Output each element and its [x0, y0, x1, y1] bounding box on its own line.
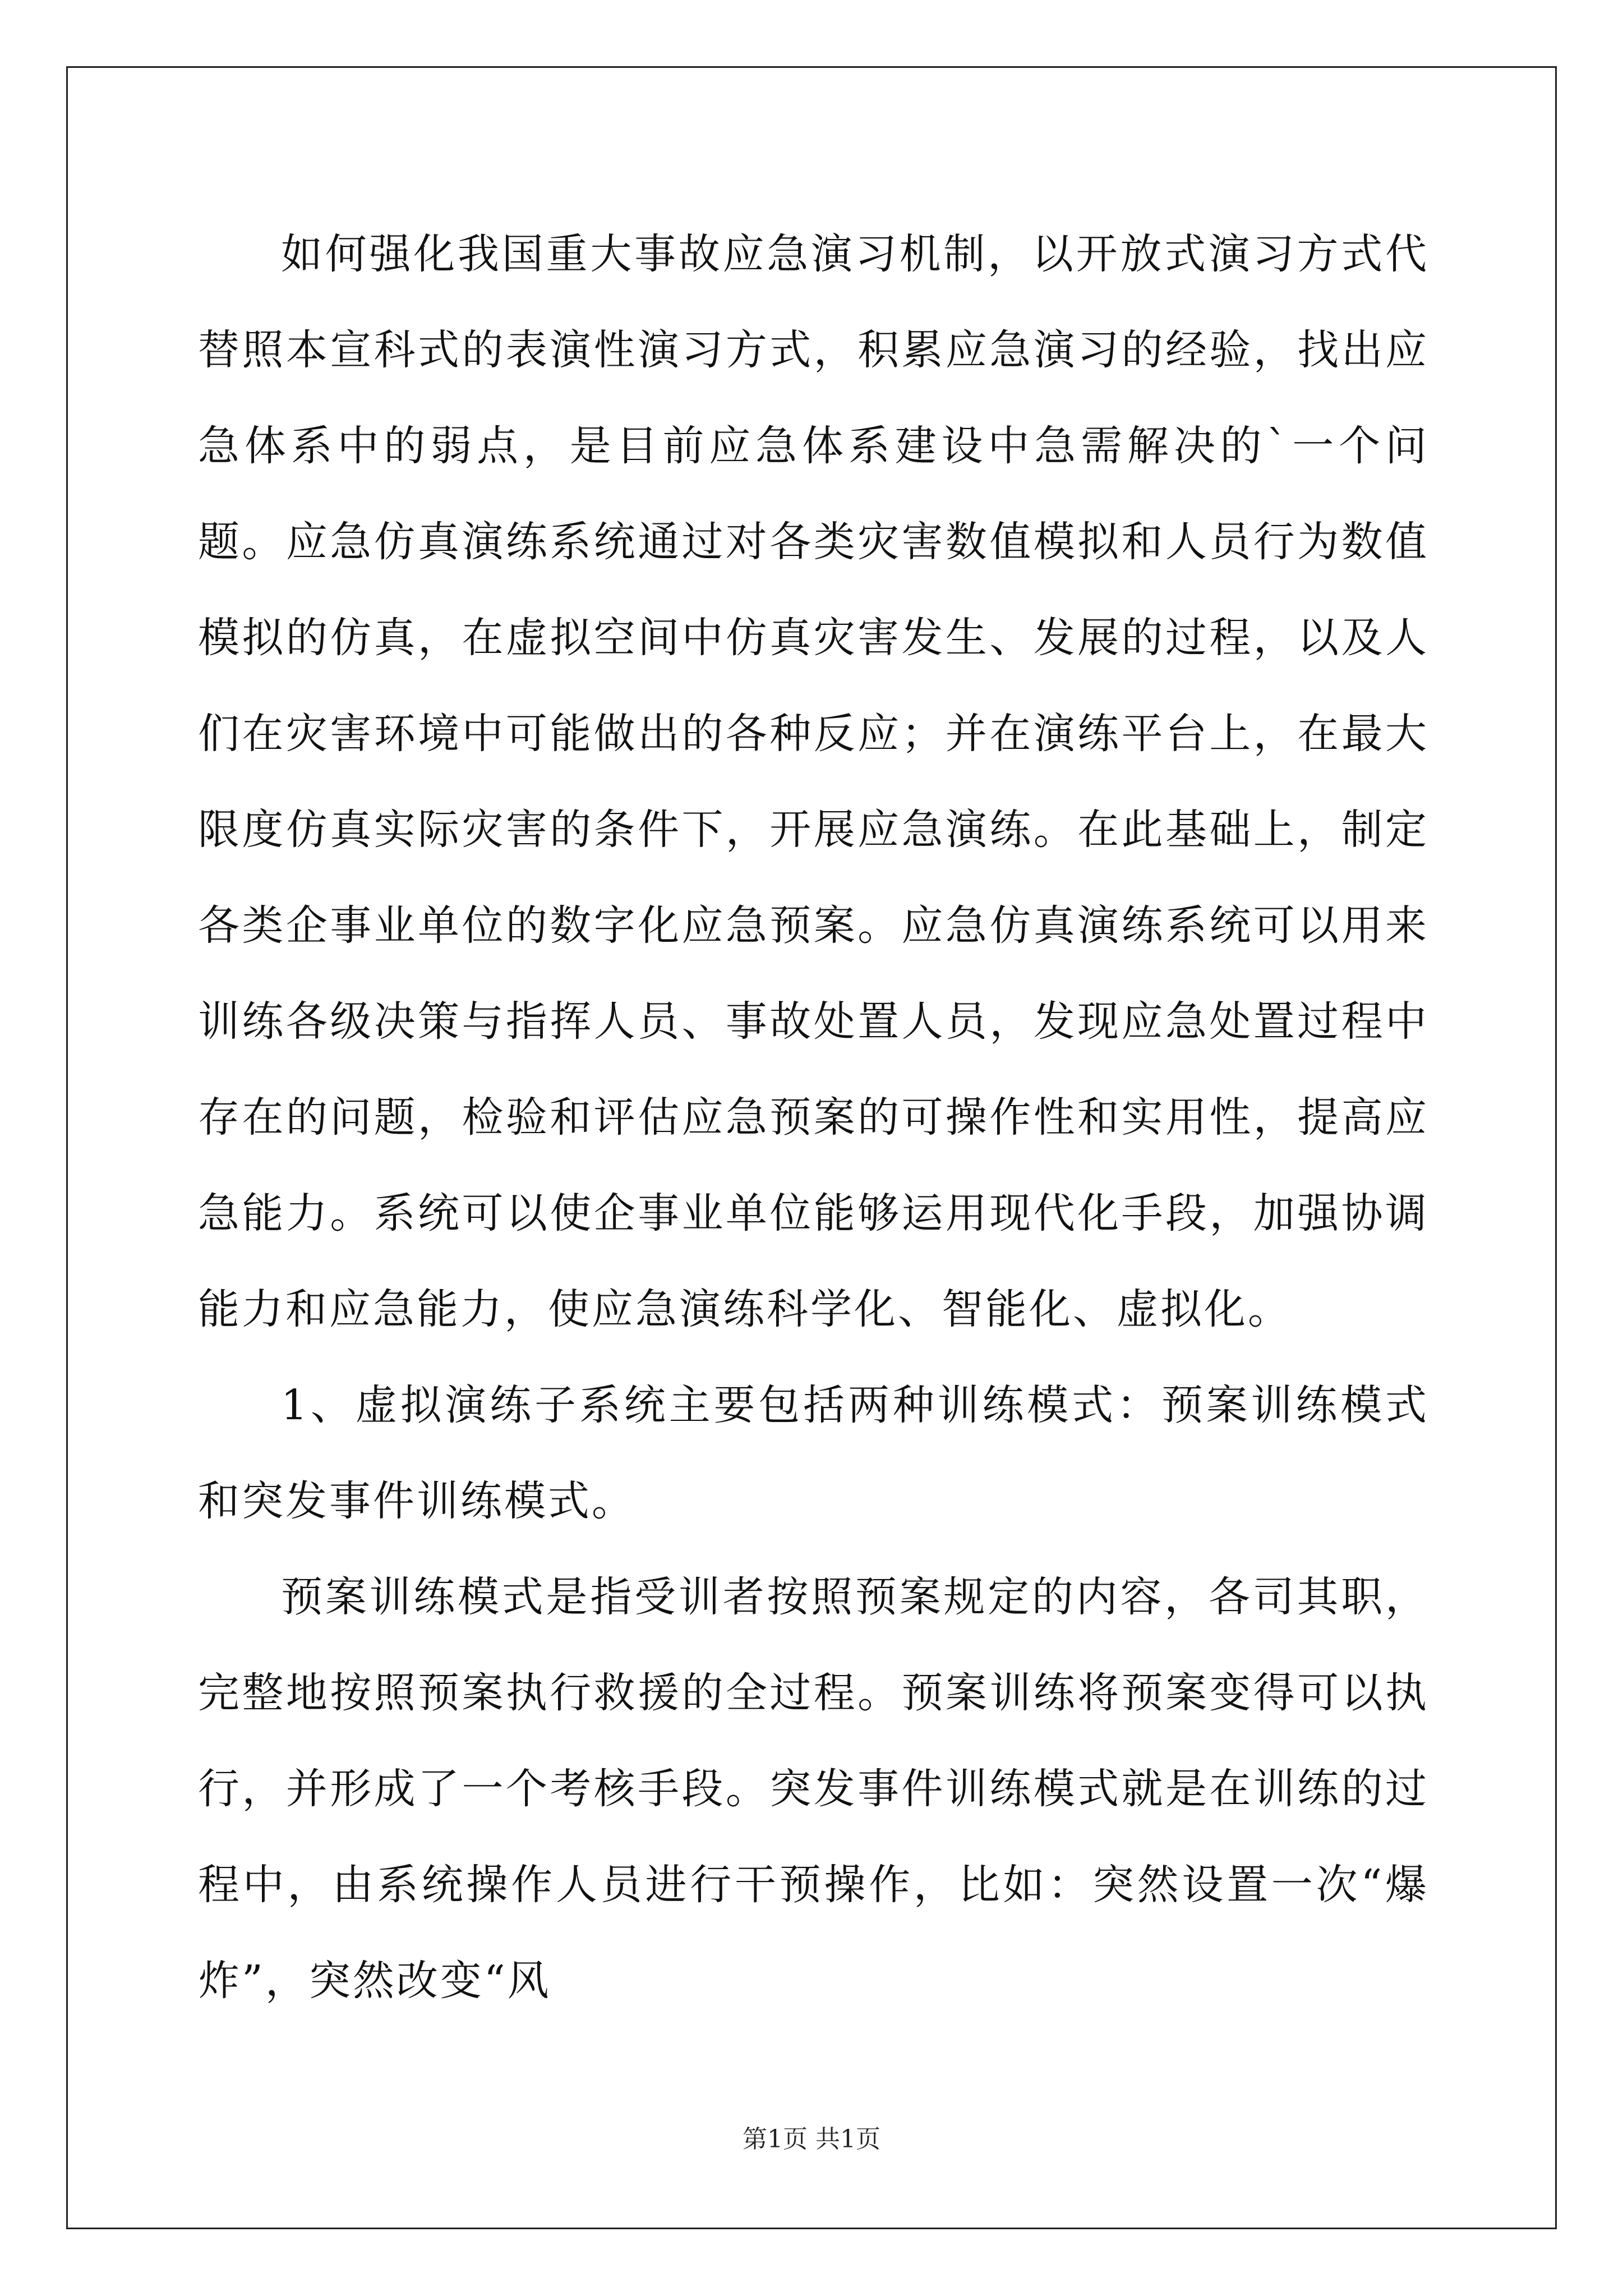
paragraph-1: 如何强化我国重大事故应急演习机制，以开放式演习方式代替照本宣科式的表演性演习方式，积累应急演习的经验，找出应急体系中的弱点，是目前应急体系建设中急需解决的`一个问题。应急仿真演练系统通过对各类灾害数值模拟和人员行为数值模拟的仿真，在虚拟空间中仿真灾害发生、发展的过程，以及人们在灾害环境中可能做出的各种反应；并在演练平台上，在最大限度仿真实际灾害的条件下，开展应急演练。在此基础上，制定各类企事业单位的数字化应急预案。应急仿真演练系统可以用来训练各级决策与指挥人员、事故处置人员，发现应急处置过程中存在的问题，检验和评估应急预案的可操作性和实用性，提高应急能力。系统可以使企事业单位能够运用现代化手段，加强协调能力和应急能力，使应急演练科学化、智能化、虚拟化。 [198, 230, 1429, 1333]
document-body [198, 206, 1429, 2029]
paragraph-2: 1、虚拟演练子系统主要包括两种训练模式：预案训练模式和突发事件训练模式。 [198, 1381, 1429, 1525]
paragraph-3: 预案训练模式是指受训者按照预案规定的内容，各司其职，完整地按照预案执行救援的全过程。预案训练将预案变得可以执行，并形成了一个考核手段。突发事件训练模式就是在训练的过程中，由系统操作人员进行干预操作，比如：突然设置一次“爆炸”，突然改变“风 [198, 1573, 1429, 2005]
page-footer: 第1页 共1页 [743, 2125, 880, 2154]
